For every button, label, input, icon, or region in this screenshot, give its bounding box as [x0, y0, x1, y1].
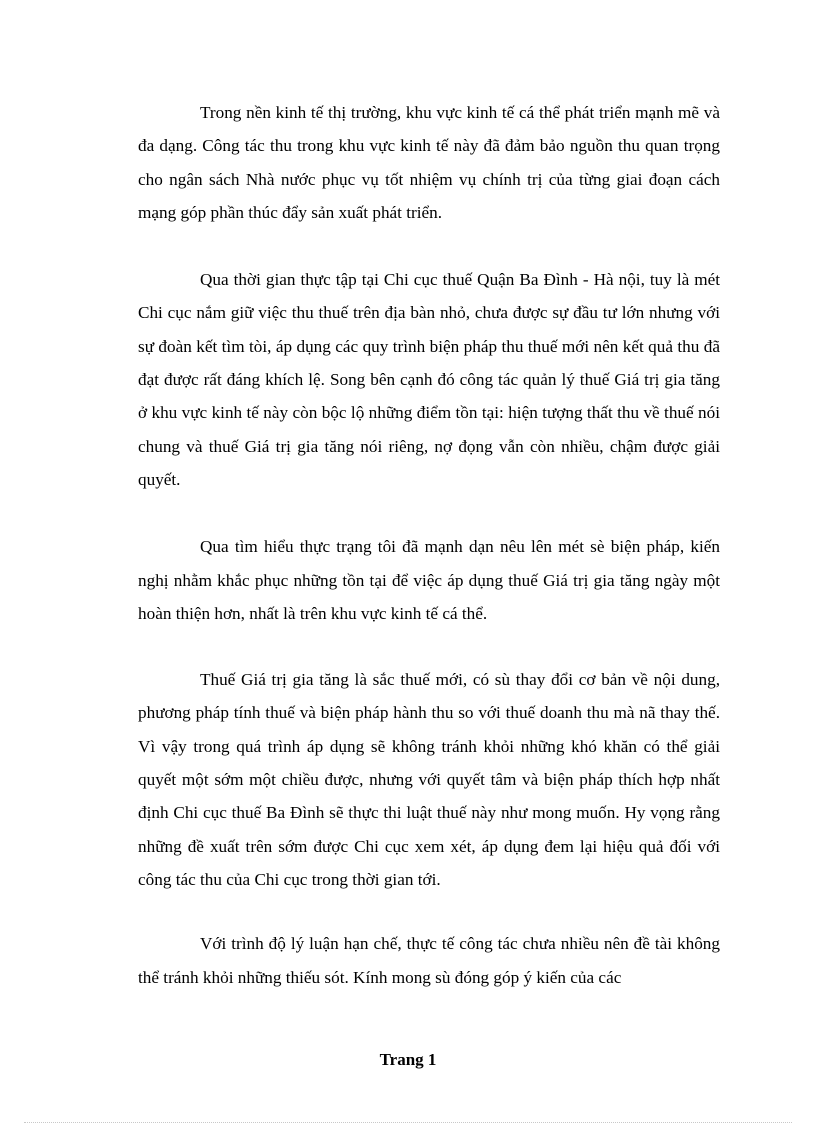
paragraph-proposals: Qua tìm hiểu thực trạng tôi đã mạnh dạn nêu lên mét sè biện pháp, kiến nghị nhằm khắc phục những tồn tại để việc áp dụng thuế Giá trị gia tăng ngày một hoàn thiện hơn, nhất là trên khu vực kinh tế cá thể.: [138, 537, 720, 623]
paragraph-intro: Trong nền kinh tế thị trường, khu vực kinh tế cá thể phát triển mạnh mẽ và đa dạng. Công tác thu trong khu vực kinh tế này đã đảm bảo nguồn thu quan trọng cho ngân sách Nhà nước phục vụ tốt nhiệm vụ chính trị của từng giai đoạn cách mạng góp phần thúc đẩy sản xuất phát triển.: [138, 103, 720, 222]
paragraph-vat: Thuế Giá trị gia tăng là sắc thuế mới, có sù thay đổi cơ bản về nội dung, phương pháp tính thuế và biện pháp hành thu so với thuế doanh thu mà nã thay thế. Vì vậy trong quá trình áp dụng sẽ không tránh khỏi những khó khăn có thể giải quyết một sớm một chiều được, nhưng với quyết tâm và biện pháp thích hợp nhất định Chi cục thuế Ba Đình sẽ thực thi luật thuế này như mong muốn. Hy vọng rằng những đề xuất trên sớm được Chi cục xem xét, áp dụng đem lại hiệu quả đối với công tác thu của Chi cục trong thời gian tới.: [138, 670, 720, 889]
page-number-footer: Trang 1: [379, 1050, 437, 1069]
paragraph-internship: Qua thời gian thực tập tại Chi cục thuế Quận Ba Đình - Hà nội, tuy là mét Chi cục nắm giữ việc thu thuế trên địa bàn nhỏ, chưa được sự đầu tư lớn nhưng với sự đoàn kết tìm tòi, áp dụng các quy trình biện pháp thu thuế mới nên kết quả thu đã đạt được rất đáng khích lệ. Song bên cạnh đó công tác quản lý thuế Giá trị gia tăng ở khu vực kinh tế này còn bộc lộ những điểm tồn tại: hiện tượng thất thu về thuế nói chung và thuế Giá trị gia tăng nói riêng, nợ đọng vẫn còn nhiều, chậm được giải quyết.: [138, 270, 720, 489]
paragraph-closing: Với trình độ lý luận hạn chế, thực tế công tác chưa nhiều nên đề tài không thể tránh khỏi những thiếu sót. Kính mong sù đóng góp ý kiến của các: [138, 934, 720, 987]
document-body: [138, 96, 720, 994]
